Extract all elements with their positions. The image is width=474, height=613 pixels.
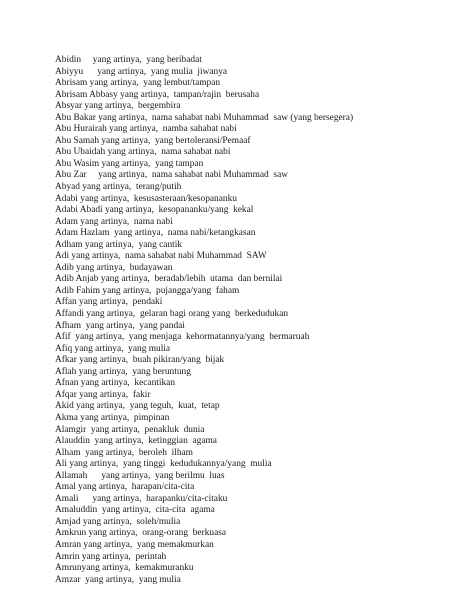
text-line: Amrunyang artinya, kemakmuranku xyxy=(55,563,194,574)
text-line: Adi yang artinya, nama sahabat nabi Muhammad SAW xyxy=(55,251,267,262)
text-line: Akma yang artinya, pimpinan xyxy=(55,412,170,423)
text-line: Abu Ubaidah yang artinya, nama sahabat nabi xyxy=(55,147,231,158)
text-line: Afif yang artinya, yang menjaga kehormatannya/yang bermaruah xyxy=(55,332,310,343)
text-line: Abyad yang artinya, terang/putih xyxy=(55,182,182,193)
text-line: Abu Zar yang artinya, nama sahabat nabi Muhammad saw xyxy=(55,170,289,181)
text-line: Allamah yang artinya, yang berilmu luas xyxy=(55,470,225,481)
text-line: Afkar yang artinya, buah pikiran/yang bijak xyxy=(55,355,225,366)
text-line: Amzar yang artinya, yang mulia xyxy=(55,574,181,585)
text-line: Alham yang artinya, beroleh ilham xyxy=(55,447,193,458)
text-line: Absyar yang artinya, bergembira xyxy=(55,101,181,112)
text-line: Adham yang artinya, yang cantik xyxy=(55,239,183,250)
text-line: Alauddin yang artinya, ketinggian agama xyxy=(55,436,217,447)
text-line: Adib Anjab yang artinya, beradab/lebih utama dan bernilai xyxy=(55,274,283,285)
text-line: Adabi Abadi yang artinya, kesopananku/yang kekal xyxy=(55,205,254,216)
text-line: Adib yang artinya, budayawan xyxy=(55,262,173,273)
text-line: Ali yang artinya, yang tinggi kedudukannya/yang mulia xyxy=(55,459,272,470)
text-line: Amali yang artinya, harapanku/cita-citaku xyxy=(55,493,228,504)
text-line: Affandi yang artinya, gelaran bagi orang yang berkedudukan xyxy=(55,309,289,320)
text-line: Adib Fahim yang artinya, pujangga/yang faham xyxy=(55,285,240,296)
text-line: Abiyyu yang artinya, yang mulia jiwanya xyxy=(55,66,228,77)
text-line: Amrin yang artinya, perintah xyxy=(55,551,167,562)
text-line: Adam Hazlam yang artinya, nama nabi/ketangkasan xyxy=(55,228,256,239)
text-line: Abu Bakar yang artinya, nama sahabat nabi Muhammad saw (yang bersegera) xyxy=(55,112,354,123)
text-line: Abu Hurairah yang artinya, namba sahabat nabi xyxy=(55,124,237,135)
text-line: Abu Samah yang artinya, yang bertoleransi/Pemaaf xyxy=(55,135,251,146)
text-line: Akid yang artinya, yang teguh, kuat, tetap xyxy=(55,401,220,412)
text-line: Amjad yang artinya, soleh/mulia xyxy=(55,516,181,527)
text-line: Aflah yang artinya, yang beruntung xyxy=(55,366,191,377)
text-line: Amkrun yang artinya, orang-orang berkuasa xyxy=(55,528,227,539)
text-line: Amran yang artinya, yang memakmurkan xyxy=(55,539,214,550)
text-line: Afham yang artinya, yang pandai xyxy=(55,320,185,331)
text-line: Afnan yang artinya, kecantikan xyxy=(55,378,176,389)
text-line: Amal yang artinya, harapan/cita-cita xyxy=(55,482,195,493)
text-line: Abrisam Abbasy yang artinya, tampan/rajin berusaha xyxy=(55,89,260,100)
text-line: Abrisam yang artinya, yang lembut/tampan xyxy=(55,78,221,89)
text-line: Alamgir yang artinya, penakluk dunia xyxy=(55,424,205,435)
text-line: Adam yang artinya, nama nabi xyxy=(55,216,173,227)
text-line: Abidin yang artinya, yang beribadat xyxy=(55,55,202,65)
name-meaning-list xyxy=(55,55,465,586)
text-line: Affan yang artinya, pendaki xyxy=(55,297,163,308)
text-line: Afqar yang artinya, fakir xyxy=(55,389,151,400)
text-line: Afiq yang artinya, yang mulia xyxy=(55,343,171,354)
text-line: Abu Wasim yang artinya, yang tampan xyxy=(55,158,204,169)
text-line: Adabi yang artinya, kesusasteraan/kesopananku xyxy=(55,193,237,204)
text-line: Amaluddin yang artinya, cita-cita agama xyxy=(55,505,215,516)
